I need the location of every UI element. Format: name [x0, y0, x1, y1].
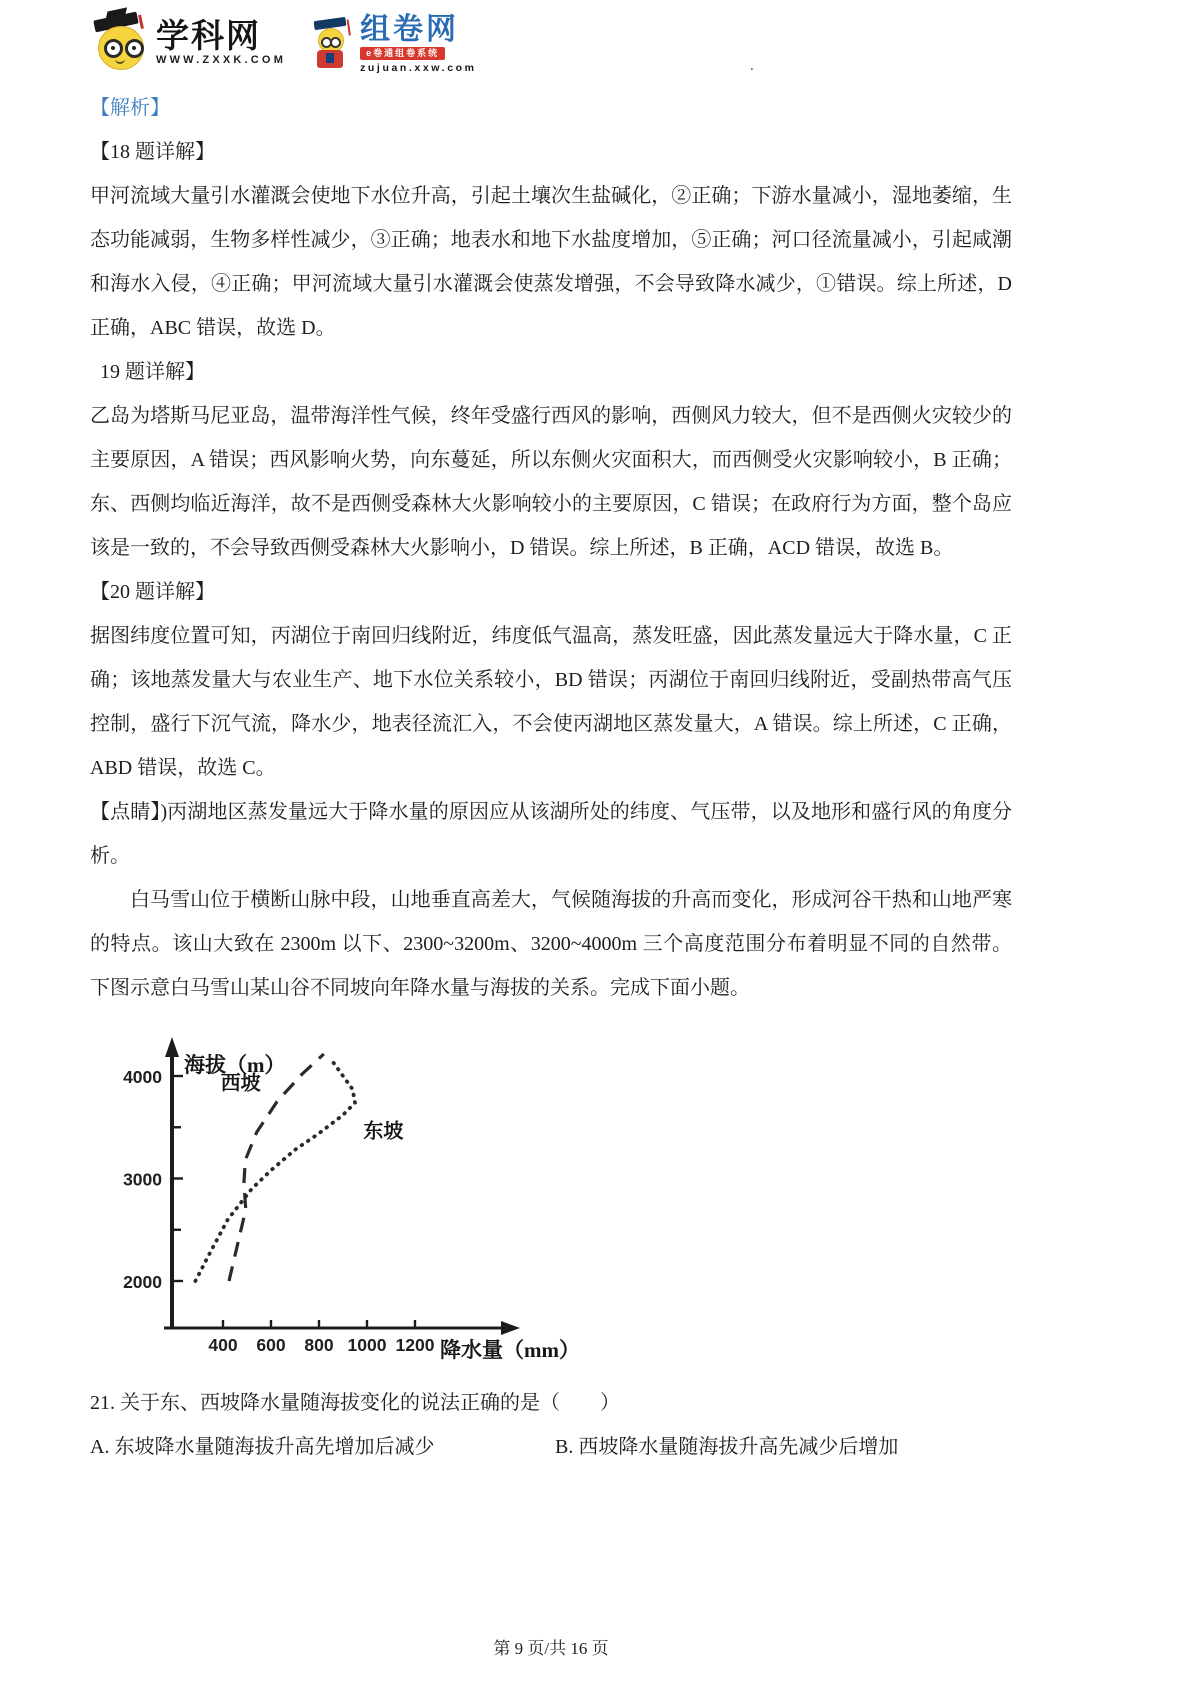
stray-scan-mark: . [750, 58, 754, 74]
document-body [90, 86, 1012, 1469]
y-tick-label: 3000 [123, 1169, 162, 1190]
xkw-mascot-icon [96, 14, 148, 70]
zujuan-mascot-icon [312, 15, 352, 73]
zujuan-logo-banner: e卷通组卷系统 [360, 47, 445, 60]
x-tick-label: 400 [208, 1335, 238, 1355]
mouth-icon [115, 57, 125, 64]
student-body-icon [317, 50, 343, 68]
chart-series [195, 1054, 404, 1281]
x-tick-label: 1000 [347, 1335, 387, 1355]
zujuan-logo-text [360, 14, 477, 74]
xkw-logo-name: 学科网 [156, 16, 261, 54]
q18-heading: 【18 题详解】 [90, 141, 215, 163]
x-tick-label: 600 [256, 1335, 286, 1355]
q19-explanation: 乙岛为塔斯马尼亚岛，温带海洋性气候，终年受盛行西风的影响，西侧风力较大，但不是西侧火灾较少的主要原因，A 错误；西风影响火势，向东蔓延，所以东侧火灾面积大，而西侧受火灾影响较小，B 正确；东、西侧均临近海洋，故不是西侧受森林大火影响较小的主要原因，C 错误；在政府行为方面，整个岛应该是一致的，不会导致西侧受森林大火影响小，D 错误。综上所述，B 正确，ACD 错误，故选 B。 [90, 405, 1012, 559]
y-axis-label: 海拔（m） [184, 1053, 286, 1077]
option-b: B. 西坡降水量随海拔升高先减少后增加 [555, 1436, 899, 1458]
q18-explanation: 甲河流域大量引水灌溉会使地下水位升高，引起土壤次生盐碱化，②正确；下游水量减小，湿地萎缩，生态功能减弱，生物多样性减少，③正确；地表水和地下水盐度增加，⑤正确；河口径流量减小，引起咸潮和海水入侵，④正确；甲河流域大量引水灌溉会使蒸发增强，不会导致降水减少，①错误。综上所述，D 正确，ABC 错误，故选 D。 [90, 185, 1012, 339]
smiley-face-icon [98, 26, 144, 70]
page-header [96, 14, 477, 74]
page-footer: 第 9 页/共 16 页 [493, 1639, 609, 1658]
zujuan-logo [312, 14, 477, 74]
zujuan-logo-name: 组卷网 [360, 13, 460, 46]
analysis-title: 【解析】 [90, 97, 170, 119]
question-21-options [90, 1425, 1012, 1469]
xkw-logo-text [156, 16, 287, 66]
axis-ticks [123, 1067, 435, 1355]
tip-paragraph: 【点睛】)丙湖地区蒸发量远大于降水量的原因应从该湖所处的纬度、气压带，以及地形和盛行风的角度分析。 [90, 801, 1012, 867]
x-tick-label: 800 [304, 1335, 334, 1355]
q20-explanation: 据图纬度位置可知，丙湖位于南回归线附近，纬度低气温高，蒸发旺盛，因此蒸发量远大于降水量，C 正确；该地蒸发量大与农业生产、地下水位关系较小，BD 错误；丙湖位于南回归线附近，受副热带高气压控制，盛行下沉气流，降水少，地表径流汇入，不会使丙湖地区蒸发量大，A 错误。综上所述，C 正确，ABD 错误，故选 C。 [90, 625, 1012, 779]
q19-heading: 19 题详解】 [100, 361, 205, 383]
series-label: 西坡 [220, 1072, 261, 1095]
xkw-logo [96, 14, 286, 70]
passage-paragraph: 白马雪山位于横断山脉中段，山地垂直高差大，气候随海拔的升高而变化，形成河谷干热和山地严寒的特点。该山大致在 2300m 以下、2300~3200m、3200~4000m 三个高度范围分布着明显不同的自然带。下图示意白马雪山某山谷不同坡向年降水量与海拔的关系。完成下面小题。 [90, 889, 1012, 999]
glasses-icon [104, 39, 144, 58]
x-axis-arrow-icon [501, 1321, 520, 1335]
x-tick-label: 1200 [395, 1335, 435, 1355]
elevation-precipitation-chart [100, 1026, 660, 1381]
y-tick-label: 2000 [123, 1272, 162, 1292]
x-axis-label: 降水量（mm） [440, 1338, 580, 1362]
zujuan-logo-url: zujuan.xxw.com [360, 62, 477, 74]
x-axis [164, 1321, 520, 1335]
series-label: 东坡 [363, 1120, 404, 1143]
xkw-logo-url: WWW.ZXXK.COM [156, 53, 287, 66]
y-axis [165, 1037, 179, 1329]
y-tick-label: 4000 [123, 1067, 162, 1087]
y-axis-arrow-icon [165, 1037, 179, 1057]
chart-canvas [100, 1026, 660, 1376]
question-21-stem: 21. 关于东、西坡降水量随海拔变化的说法正确的是（ ） [90, 1392, 620, 1414]
series-dotted-line [195, 1058, 355, 1281]
option-a: A. 东坡降水量随海拔升高先增加后减少 [90, 1436, 435, 1458]
q20-heading: 【20 题详解】 [90, 581, 215, 603]
